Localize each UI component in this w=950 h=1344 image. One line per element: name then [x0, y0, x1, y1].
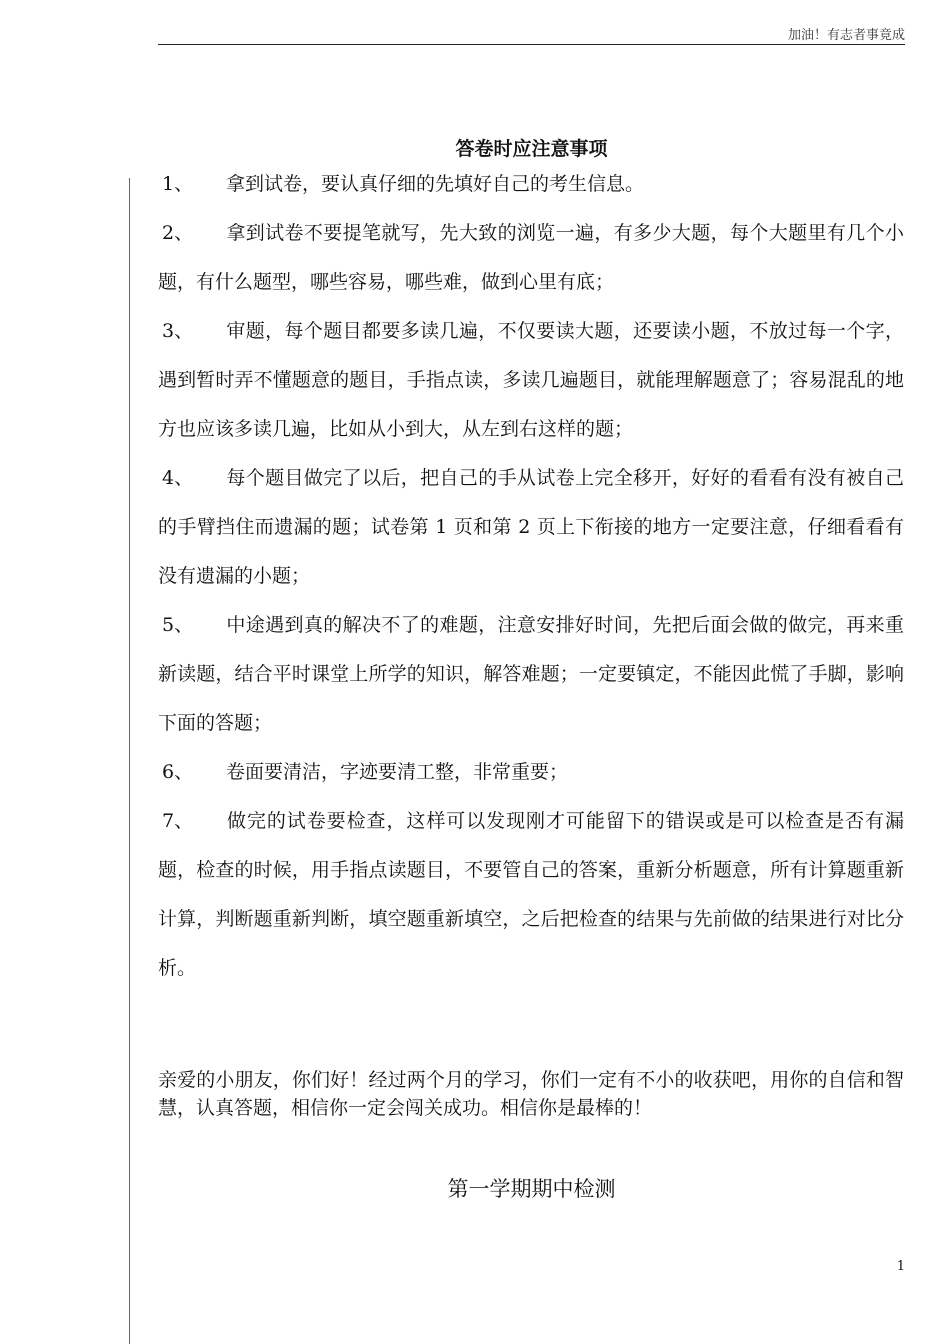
header-motto: 加油！有志者事竟成 — [787, 28, 905, 43]
item-text: 卷面要清洁，字迹要清工整，非常重要； — [226, 761, 569, 783]
item-number: 1、 — [162, 173, 194, 195]
item-number: 2、 — [162, 222, 194, 244]
notice-item-1 — [158, 160, 904, 209]
header-divider — [158, 44, 905, 45]
notice-item-7 — [158, 797, 904, 993]
notice-item-2 — [158, 209, 904, 307]
notice-item-6 — [158, 748, 904, 797]
notice-item-3 — [158, 307, 904, 454]
document-title: 答卷时应注意事项 — [455, 138, 608, 160]
item-text: 做完的试卷要检查，这样可以发现刚才可能留下的错误或是可以检查是否有漏题，检查的时候，用手指点读题目，不要管自己的答案，重新分析题意，所有计算题重新计算，判断题重新判断，填空题重新填空，之后把检查的结果与先前做的结果进行对比分析。 — [158, 810, 904, 979]
margin-line — [129, 178, 130, 1344]
item-text: 拿到试卷，要认真仔细的先填好自己的考生信息。 — [226, 173, 645, 195]
item-text: 中途遇到真的解决不了的难题，注意安排好时间，先把后面会做的做完，再来重新读题，结合平时课堂上所学的知识，解答难题；一定要镇定，不能因此慌了手脚，影响下面的答题； — [158, 614, 904, 734]
notice-item-4 — [158, 454, 904, 601]
item-number: 5、 — [162, 614, 194, 636]
item-number: 7、 — [162, 810, 194, 832]
item-text: 审题，每个题目都要多读几遍，不仅要读大题，还要读小题，不放过每一个字，遇到暂时弄不懂题意的题目，手指点读，多读几遍题目，就能理解题意了；容易混乱的地方也应该多读几遍，比如从小到大，从左到右这样的题； — [158, 320, 904, 440]
notice-item-5 — [158, 601, 904, 748]
greeting-paragraph: 亲爱的小朋友，你们好！经过两个月的学习，你们一定有不小的收获吧，用你的自信和智慧，认真答题，相信你一定会闯关成功。相信你是最棒的！ — [158, 1069, 904, 1119]
item-text: 拿到试卷不要提笔就写，先大致的浏览一遍，有多少大题，每个大题里有几个小题，有什么题型，哪些容易，哪些难，做到心里有底； — [158, 222, 904, 293]
exam-title: 第一学期期中检测 — [447, 1177, 616, 1201]
item-number: 6、 — [162, 761, 194, 783]
item-number: 3、 — [162, 320, 194, 342]
item-text: 每个题目做完了以后，把自己的手从试卷上完全移开，好好的看看有没有被自己的手臂挡住而遗漏的题；试卷第 1 页和第 2 页上下衔接的地方一定要注意，仔细看看有没有遗漏的小题； — [158, 467, 904, 587]
page-number: 1 — [896, 1259, 905, 1274]
item-number: 4、 — [162, 467, 194, 489]
notice-list — [158, 160, 904, 993]
